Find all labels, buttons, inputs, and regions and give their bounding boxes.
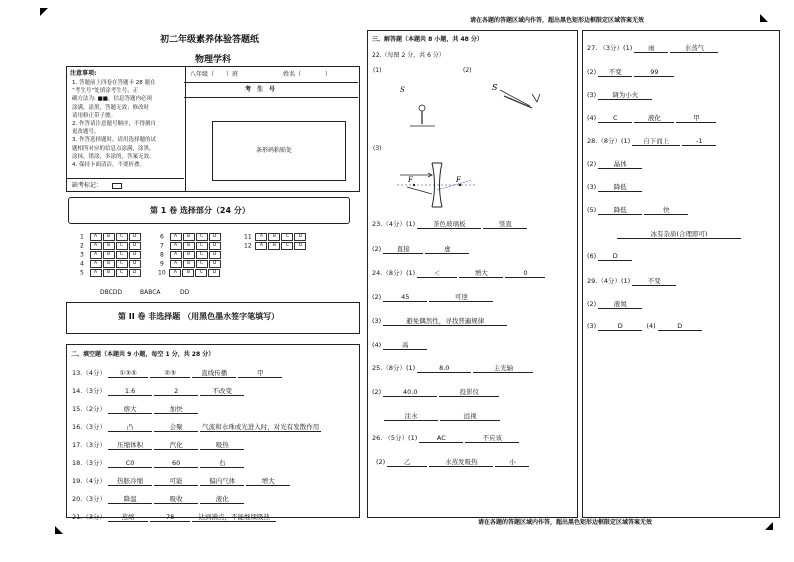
- barcode-label: 条形码粘贴处: [256, 147, 293, 154]
- grade-class: 八年级（ ）班: [190, 71, 239, 78]
- part1-title: 第 1 卷 选择部分（24 分）: [150, 206, 250, 215]
- fill-section-title: 二、填空题（本题共 9 小题，每空 1 分，共 28 分）: [71, 351, 215, 358]
- corner-mark-top-right: [760, 14, 768, 22]
- corner-mark-bottom-left: [55, 526, 63, 534]
- sheet-title: 初二年级素养体验答题纸: [160, 35, 260, 45]
- q22-title: 22.（每图 2 分，共 6 分）: [372, 52, 445, 59]
- diagram-2-source-label: S: [492, 83, 498, 92]
- absent-mark-label: 缺考标记：: [72, 182, 103, 189]
- right-section-box: [582, 30, 780, 518]
- diagram-1-label: (1): [373, 67, 382, 74]
- focus-label-left: F: [408, 176, 413, 184]
- notice-lines: 1. 答题前上四卷在答题卡 28 题在 “考生号”处填涂考生号，正 确方法为: ■■，信息答题内必须 涂满，涂黑，答题无效；修改时 请用修正带子擦。 2. 作答请注意题号顺序，不得擅自 更改题号。 3. 作答选择题时，请用选择题的试 题相所对应的信息点涂满，涂黑， 涂抹，错涂，多涂的，答案无效。 4. 保持卡面清洁，不要折叠。: [72, 80, 156, 169]
- diagram-1: [380, 72, 460, 132]
- footer-notice: 请在各题的答题区域内作答，超出黑色矩形边框限定区域答案无效: [478, 519, 653, 526]
- diagram-1-source-label: S: [400, 86, 405, 94]
- notice-title: 注意事项:: [70, 70, 97, 77]
- focus-label-right: F: [456, 176, 461, 184]
- middle-section-title: 三、解答题（本题共 8 小题，共 48 分）: [372, 36, 483, 43]
- corner-mark-top-left: [40, 8, 48, 16]
- diagram-3-lens: [392, 160, 482, 210]
- exam-number-label: 考 生 号: [245, 86, 276, 93]
- header-notice: 请在各题的答题区域内作答，超出黑色矩形边框限定区域答案无效: [470, 17, 645, 24]
- absent-divider: [66, 178, 184, 179]
- mc-answer-2: BABCA: [140, 289, 161, 296]
- part2-title: 第 II 卷 非选择题 （用黑色墨水签字笔填写）: [118, 312, 280, 321]
- diagram-2: [480, 72, 560, 122]
- info-divider-2: [184, 97, 358, 98]
- corner-mark-bottom-right: [765, 522, 773, 530]
- subject-title: 物理学科: [195, 55, 232, 65]
- absent-mark-box[interactable]: [112, 183, 122, 189]
- diagram-3-label: (3): [373, 145, 382, 152]
- mc-answer-3: DD: [180, 289, 190, 296]
- info-divider-1: [184, 82, 358, 83]
- student-name: 姓名（ ）: [283, 71, 332, 78]
- diagram-2-label: (2): [463, 67, 472, 74]
- mc-answer-1: DBCDD: [100, 289, 123, 296]
